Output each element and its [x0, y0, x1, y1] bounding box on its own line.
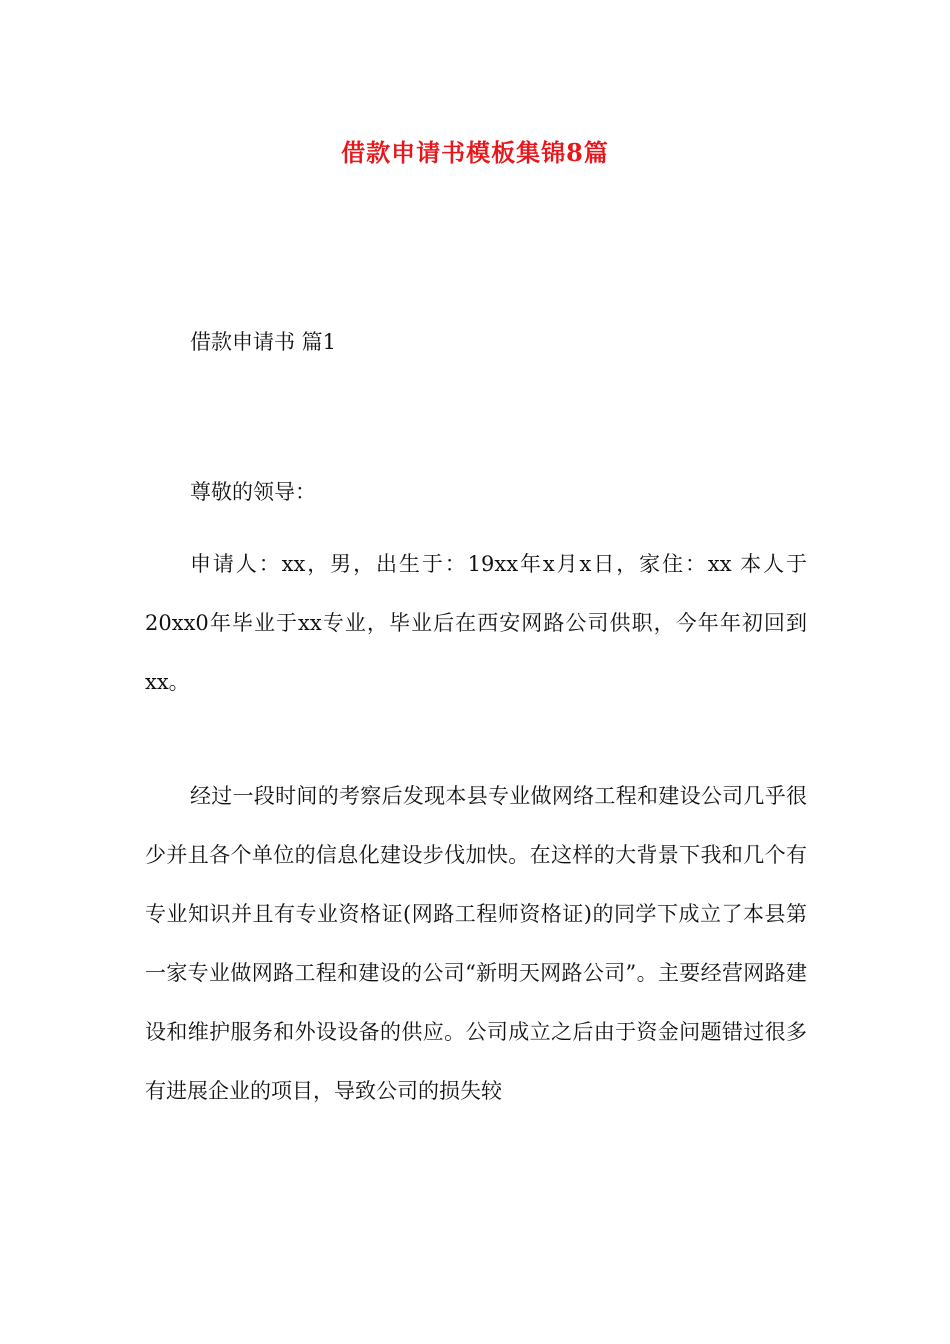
- paragraph-company-background: 经过一段时间的考察后发现本县专业做网络工程和建设公司几乎很少并且各个单位的信息化建设步伐加快。在这样的大背景下我和几个有专业知识并且有专业资格证(网路工程师资格证)的同学下成立了本县第一家专业做网路工程和建设的公司“新明天网路公司”。主要经营网路建设和维护服务和外设设备的供应。公司成立之后由于资金问题错过很多有进展企业的项目，导致公司的损失较: [145, 784, 807, 1103]
- document-title: 借款申请书模板集锦8篇: [341, 138, 609, 167]
- section-heading: 借款申请书 篇1: [190, 330, 337, 354]
- paragraph-applicant-info: 申请人：xx，男，出生于：19xx年x月x日，家住：xx 本人于20xx0年毕业于xx专业，毕业后在西安网路公司供职，今年年初回到xx。: [145, 552, 807, 694]
- salutation: 尊敬的领导：: [190, 480, 316, 504]
